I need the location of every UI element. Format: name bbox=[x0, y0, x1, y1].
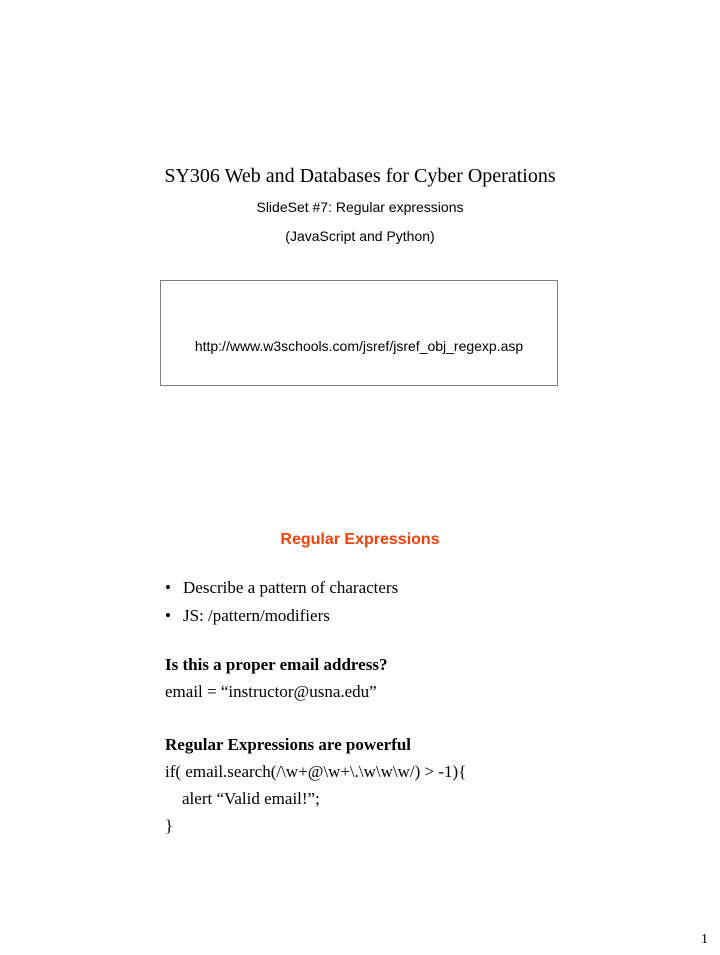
bullet-list bbox=[165, 574, 398, 630]
list-item bbox=[165, 602, 398, 630]
email-assignment: email = “instructor@usna.edu” bbox=[165, 682, 377, 701]
bullet-text: Describe a pattern of characters bbox=[183, 578, 399, 597]
link-box bbox=[160, 280, 558, 386]
list-item bbox=[165, 574, 398, 602]
bullet-icon: • bbox=[165, 578, 171, 597]
reference-link[interactable]: http://www.w3schools.com/jsref/jsref_obj_regexp.asp bbox=[194, 338, 524, 354]
code-line: alert “Valid email!”; bbox=[182, 789, 320, 808]
slide-title: Regular Expressions bbox=[280, 531, 440, 548]
slide-title: SY306 Web and Databases for Cyber Operations bbox=[164, 165, 556, 187]
powerful-heading: Regular Expressions are powerful bbox=[165, 735, 412, 754]
bullet-icon: • bbox=[165, 606, 171, 625]
slide-subtitle: SlideSet #7: Regular expressions bbox=[256, 199, 464, 215]
page-number: 1 bbox=[701, 932, 708, 947]
code-line: if( email.search(/\w+@\w+\.\w\w\w/) > -1){ bbox=[165, 762, 467, 781]
slide-subtitle-2: (JavaScript and Python) bbox=[285, 228, 435, 244]
question-heading: Is this a proper email address? bbox=[165, 655, 388, 674]
bullet-text: JS: /pattern/modifiers bbox=[183, 606, 330, 625]
code-line: } bbox=[165, 816, 174, 835]
